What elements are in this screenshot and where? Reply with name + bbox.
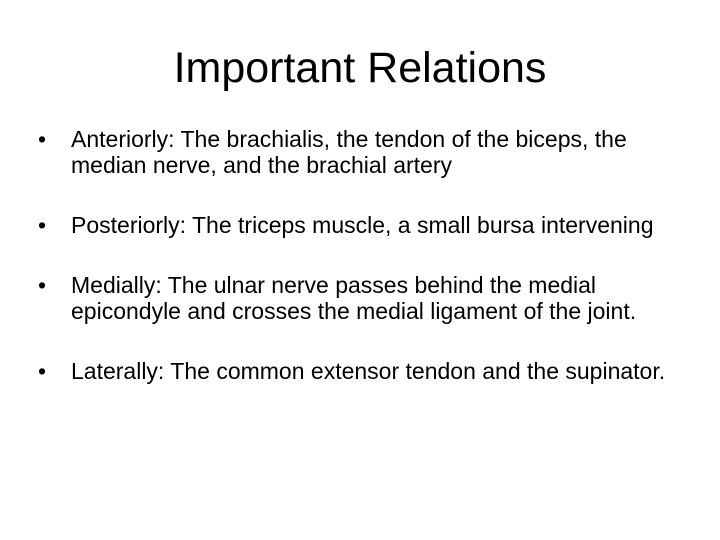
bullet-marker: • (38, 358, 47, 384)
bullet-text: Anteriorly: The brachialis, the tendon of the biceps, the median nerve, and the brachial artery (71, 126, 627, 178)
bullet-marker: • (38, 126, 47, 152)
bullet-marker: • (38, 212, 47, 238)
bullet-marker: • (38, 272, 47, 298)
bullet-item-anteriorly (38, 126, 698, 178)
slide-title: Important Relations (173, 44, 547, 92)
bullet-text: Laterally: The common extensor tendon and the supinator. (71, 358, 666, 384)
bullet-text: Medially: The ulnar nerve passes behind the medial epicondyle and crosses the medial ligament of the joint. (71, 272, 637, 324)
bullet-item-laterally (38, 358, 698, 384)
bullet-item-medially (38, 272, 698, 324)
bullet-list (38, 126, 698, 418)
bullet-item-posteriorly (38, 212, 698, 238)
bullet-text: Posteriorly: The triceps muscle, a small bursa intervening (71, 212, 654, 238)
